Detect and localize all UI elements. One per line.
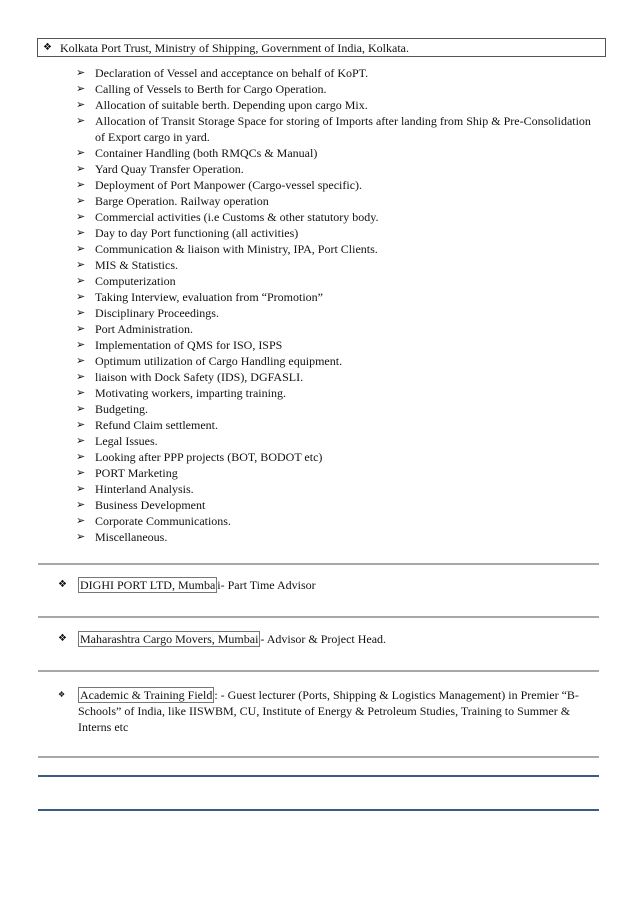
duty-text: Barge Operation. Railway operation (95, 194, 269, 208)
duty-item (76, 289, 596, 305)
arrow-bullet-icon: ➢ (76, 210, 86, 223)
duty-text: Yard Quay Transfer Operation. (95, 162, 244, 176)
arrow-bullet-icon: ➢ (76, 274, 86, 287)
duty-text: Calling of Vessels to Berth for Cargo Operation. (95, 82, 327, 96)
diamond-bullet-icon: ❖ (58, 690, 66, 699)
duty-text: MIS & Statistics. (95, 258, 179, 272)
arrow-bullet-icon: ➢ (76, 482, 86, 495)
duty-text: Optimum utilization of Cargo Handling equipment. (95, 354, 343, 368)
experience-item-role: : - Guest lecturer (Ports, Shipping & Logistics Management) in Premier “B-Schools” of India, like IISWBM, CU, Institute of Energy & Petroleum Studies, Training to Summer & Interns etc (78, 688, 579, 734)
duty-text: Disciplinary Proceedings. (95, 306, 219, 320)
experience-item-title: Maharashtra Cargo Movers, Mumbai (80, 632, 259, 646)
duty-text: Port Administration. (95, 322, 194, 336)
duty-item (76, 513, 596, 529)
experience-item-title: DIGHI PORT LTD, Mumba (80, 578, 216, 592)
separator-line-blue (38, 775, 599, 777)
duty-text: Commercial activities (i.e Customs & other statutory body. (95, 210, 379, 224)
arrow-bullet-icon: ➢ (76, 466, 86, 479)
duty-text: Business Development (95, 498, 206, 512)
duty-text: Allocation of Transit Storage Space for storing of Imports after landing from Ship & Pre-Consolidation of Export cargo in yard. (95, 114, 591, 144)
duty-item (76, 145, 596, 161)
duty-text: Miscellaneous. (95, 530, 168, 544)
diamond-bullet-icon: ❖ (43, 42, 52, 53)
duty-text: Motivating workers, imparting training. (95, 386, 286, 400)
duty-text: liaison with Dock Safety (IDS), DGFASLI. (95, 370, 304, 384)
duties-list (76, 65, 596, 545)
duty-item (76, 161, 596, 177)
arrow-bullet-icon: ➢ (76, 290, 86, 303)
duty-item (76, 529, 596, 545)
arrow-bullet-icon: ➢ (76, 178, 86, 191)
experience-item-role: - Advisor & Project Head. (260, 632, 387, 646)
arrow-bullet-icon: ➢ (76, 66, 86, 79)
arrow-bullet-icon: ➢ (76, 258, 86, 271)
duty-item (76, 113, 596, 145)
duty-item (76, 257, 596, 273)
duty-item (76, 337, 596, 353)
arrow-bullet-icon: ➢ (76, 530, 86, 543)
duty-text: Hinterland Analysis. (95, 482, 194, 496)
arrow-bullet-icon: ➢ (76, 322, 86, 335)
duty-item (76, 225, 596, 241)
duty-item (76, 369, 596, 385)
arrow-bullet-icon: ➢ (76, 498, 86, 511)
duty-text: Communication & liaison with Ministry, IPA, Port Clients. (95, 242, 378, 256)
duty-text: Container Handling (both RMQCs & Manual) (95, 146, 318, 160)
duty-text: Declaration of Vessel and acceptance on behalf of KoPT. (95, 66, 369, 80)
duty-item (76, 433, 596, 449)
duty-text: Budgeting. (95, 402, 148, 416)
duty-text: Day to day Port functioning (all activities) (95, 226, 299, 240)
arrow-bullet-icon: ➢ (76, 434, 86, 447)
arrow-bullet-icon: ➢ (76, 354, 86, 367)
duty-text: Corporate Communications. (95, 514, 231, 528)
duty-item (76, 241, 596, 257)
arrow-bullet-icon: ➢ (76, 402, 86, 415)
duty-item (76, 353, 596, 369)
duty-item (76, 193, 596, 209)
duty-text: Implementation of QMS for ISO, ISPS (95, 338, 283, 352)
duty-item (76, 209, 596, 225)
duty-item (76, 65, 596, 81)
separator-line (38, 756, 599, 758)
experience-item-role: i- Part Time Advisor (217, 578, 316, 592)
duty-item (76, 481, 596, 497)
arrow-bullet-icon: ➢ (76, 338, 86, 351)
duty-item (76, 177, 596, 193)
arrow-bullet-icon: ➢ (76, 386, 86, 399)
duty-item (76, 449, 596, 465)
experience-item-title: Academic & Training Field (80, 688, 213, 702)
arrow-bullet-icon: ➢ (76, 514, 86, 527)
separator-line (38, 616, 599, 618)
separator-line (38, 563, 599, 565)
separator-line-blue (38, 809, 599, 811)
diamond-bullet-icon: ❖ (58, 579, 67, 590)
duty-item (76, 305, 596, 321)
arrow-bullet-icon: ➢ (76, 146, 86, 159)
duty-item (76, 97, 596, 113)
employer-header-text: Kolkata Port Trust, Ministry of Shipping, Government of India, Kolkata. (60, 41, 409, 55)
duty-item (76, 385, 596, 401)
duty-text: Refund Claim settlement. (95, 418, 218, 432)
experience-item-text (78, 687, 593, 735)
arrow-bullet-icon: ➢ (76, 306, 86, 319)
employer-header-box (37, 38, 606, 57)
duty-item (76, 497, 596, 513)
experience-item-text (78, 631, 593, 647)
arrow-bullet-icon: ➢ (76, 194, 86, 207)
duty-text: PORT Marketing (95, 466, 178, 480)
duty-item (76, 417, 596, 433)
duty-text: Taking Interview, evaluation from “Promotion” (95, 290, 323, 304)
duty-text: Looking after PPP projects (BOT, BODOT etc) (95, 450, 323, 464)
arrow-bullet-icon: ➢ (76, 242, 86, 255)
duty-item (76, 273, 596, 289)
arrow-bullet-icon: ➢ (76, 418, 86, 431)
diamond-bullet-icon: ❖ (58, 633, 67, 644)
duty-text: Allocation of suitable berth. Depending upon cargo Mix. (95, 98, 368, 112)
duty-text: Deployment of Port Manpower (Cargo-vessel specific). (95, 178, 363, 192)
duty-item (76, 81, 596, 97)
duty-item (76, 465, 596, 481)
arrow-bullet-icon: ➢ (76, 370, 86, 383)
separator-line (38, 670, 599, 672)
arrow-bullet-icon: ➢ (76, 450, 86, 463)
arrow-bullet-icon: ➢ (76, 82, 86, 95)
duty-item (76, 401, 596, 417)
duty-item (76, 321, 596, 337)
experience-item-text (78, 577, 593, 593)
arrow-bullet-icon: ➢ (76, 226, 86, 239)
duty-text: Computerization (95, 274, 176, 288)
arrow-bullet-icon: ➢ (76, 114, 86, 127)
arrow-bullet-icon: ➢ (76, 162, 86, 175)
arrow-bullet-icon: ➢ (76, 98, 86, 111)
duty-text: Legal Issues. (95, 434, 158, 448)
